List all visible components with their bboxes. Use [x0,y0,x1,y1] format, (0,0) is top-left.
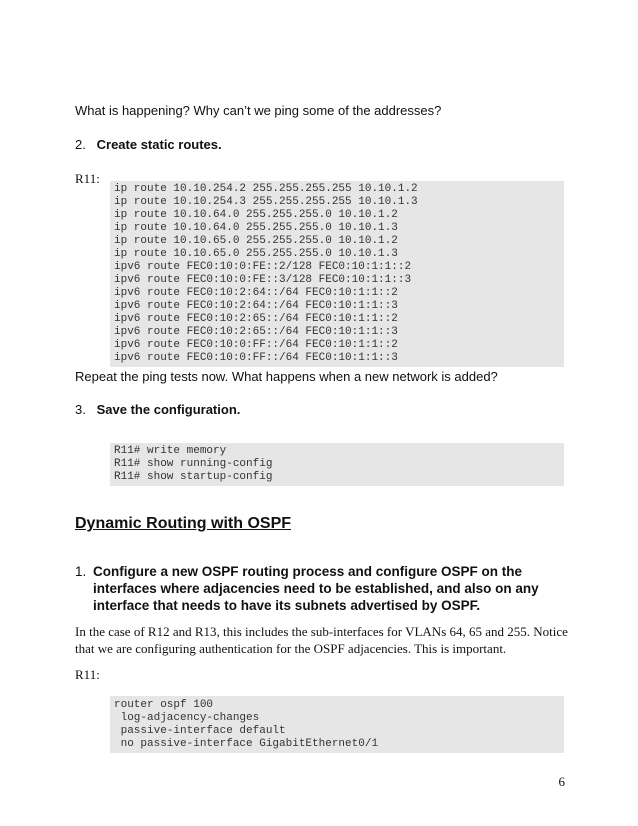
section-heading: Dynamic Routing with OSPF [75,515,292,532]
ospf-step-1-number: 1. [75,564,87,579]
step-2-title: Create static routes. [96,137,222,152]
repeat-ping-text: Repeat the ping tests now. What happens when a new network is added? [75,369,498,384]
page-number: 6 [558,774,565,789]
code-line: ipv6 route FEC0:10:0:FE::3/128 FEC0:10:1:1::3 [114,274,412,286]
code-line: R11# show startup-config [114,471,273,483]
code-line: passive-interface default [114,725,286,737]
step-2-number: 2. [75,137,86,152]
code-line: ip route 10.10.64.0 255.255.255.0 10.10.1.3 [114,222,398,234]
save-config-code-block [110,443,564,486]
ospf-code-block [110,696,564,753]
code-line: R11# write memory [114,445,227,457]
step-3-number: 3. [75,402,86,417]
code-line: ip route 10.10.254.3 255.255.255.255 10.10.1.3 [114,196,418,208]
r11-label-2: R11: [75,667,100,682]
code-line: no passive-interface GigabitEthernet0/1 [114,738,379,750]
code-line: log-adjacency-changes [114,712,260,724]
code-line: ipv6 route FEC0:10:0:FE::2/128 FEC0:10:1:1::2 [114,261,412,273]
code-line: ip route 10.10.254.2 255.255.255.255 10.10.1.2 [114,183,418,195]
question-text: What is happening? Why can’t we ping some of the addresses? [75,103,442,118]
code-line: ipv6 route FEC0:10:2:65::/64 FEC0:10:1:1::2 [114,313,398,325]
step-3-title: Save the configuration. [96,402,241,417]
ospf-note-paragraph: In the case of R12 and R13, this includes the sub-interfaces for VLANs 64, 65 and 255. Notice that we are configuring authentication for the OSPF adjacencies. This is important. [75,624,568,656]
code-line: ipv6 route FEC0:10:2:64::/64 FEC0:10:1:1::2 [114,287,398,299]
code-line: ip route 10.10.65.0 255.255.255.0 10.10.1.3 [114,248,398,260]
code-line: ip route 10.10.64.0 255.255.255.0 10.10.1.2 [114,209,398,221]
code-line: ipv6 route FEC0:10:0:FF::/64 FEC0:10:1:1::3 [114,352,398,364]
code-line: router ospf 100 [114,699,214,711]
code-line: ipv6 route FEC0:10:2:64::/64 FEC0:10:1:1::3 [114,300,398,312]
code-line: ip route 10.10.65.0 255.255.255.0 10.10.1.2 [114,235,398,247]
step-3 [75,402,240,417]
static-routes-code-block [110,181,564,367]
code-line: ipv6 route FEC0:10:2:65::/64 FEC0:10:1:1::3 [114,326,398,338]
r11-label: R11: [75,171,100,186]
step-2 [75,137,222,152]
ospf-step-1-text: Configure a new OSPF routing process and configure OSPF on the interfaces where adjacencies need to be established, and also on any interface that needs to have its subnets advertised by OSPF. [93,564,539,613]
ospf-step-1 [75,563,555,614]
code-line: ipv6 route FEC0:10:0:FF::/64 FEC0:10:1:1::2 [114,339,398,351]
code-line: R11# show running-config [114,458,273,470]
